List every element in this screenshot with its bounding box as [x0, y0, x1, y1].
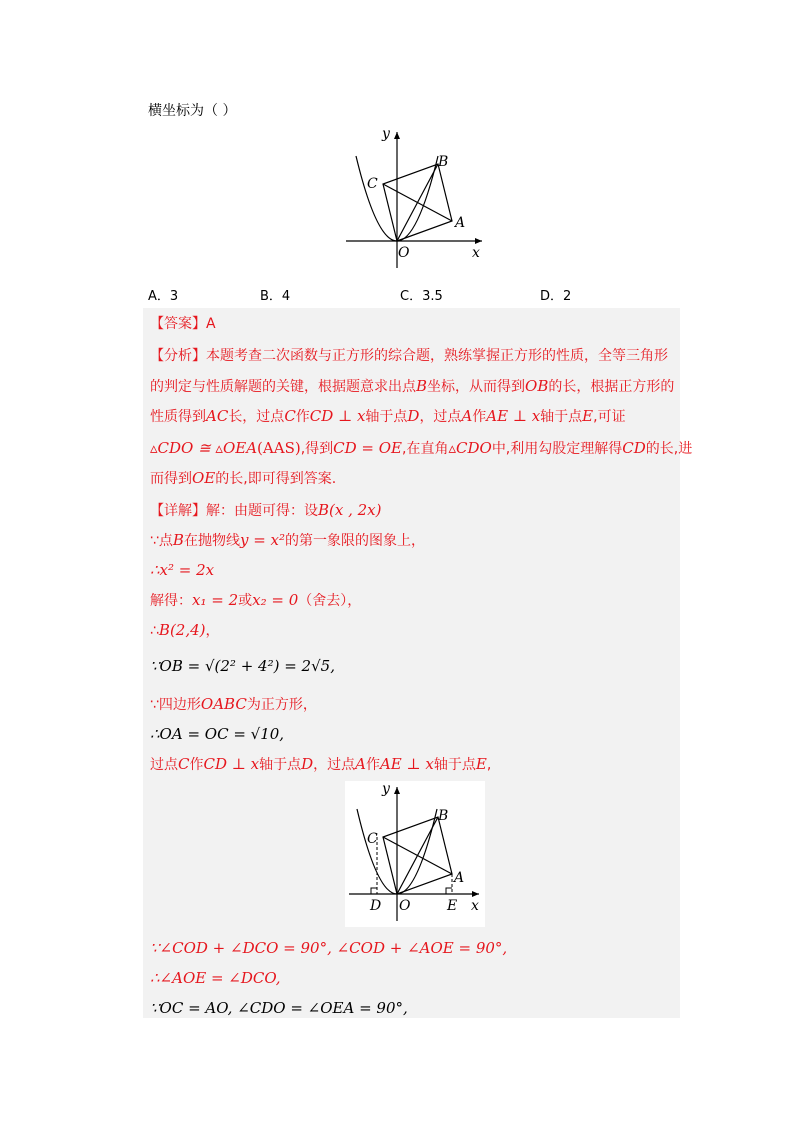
detail-math: ∴OA = OC = √10, [150, 725, 285, 743]
analysis-text: 的长,即可得到答案. [215, 471, 337, 487]
analysis-math: CD ⊥ x [309, 407, 366, 425]
analysis-line-2 [150, 376, 674, 397]
detail-math: ∴x² = 2x [150, 561, 215, 579]
detail-math: y = x² [239, 531, 286, 549]
analysis-text: 中,利用勾股定理解得 [491, 441, 623, 457]
detail-text: ， [205, 623, 220, 639]
detail-text: ∴ [150, 623, 159, 639]
point-a-label: A [455, 215, 466, 231]
detail-math: A [355, 755, 366, 773]
analysis-text: ，过点 [419, 409, 462, 425]
detail-tag: 【详解】 [150, 503, 206, 519]
answer-value: A [206, 316, 216, 332]
detail-step-11 [150, 998, 408, 1019]
detail-math: ∵OB = √(2² + 4²) = 2√5, [150, 657, 335, 675]
origin-label: O [399, 898, 411, 914]
analysis-math: C [284, 407, 296, 425]
analysis-line-5 [150, 468, 336, 489]
detail-step-1 [150, 530, 425, 551]
option-d-letter: D． [540, 289, 564, 304]
analysis-text: 而得到 [150, 471, 192, 487]
analysis-text: 坐标，从而得到 [427, 379, 526, 395]
option-c-value: 3.5 [422, 289, 443, 304]
analysis-math: OE [192, 469, 216, 487]
detail-text: ∵点 [150, 533, 173, 549]
analysis-text: 作 [295, 409, 310, 425]
question-tail: 横坐标为（ ） [148, 103, 237, 119]
detail-step-3 [150, 590, 361, 611]
analysis-text: 作 [472, 409, 487, 425]
detail-text: , [486, 757, 492, 773]
option-b[interactable] [260, 285, 290, 304]
detail-math: B(2,4) [158, 621, 206, 639]
point-b-label: B [438, 154, 449, 170]
option-c-letter: C． [400, 289, 423, 304]
detail-intro [150, 500, 382, 521]
analysis-math: CD = OE [333, 439, 403, 457]
analysis-math: AC [206, 407, 229, 425]
point-a-label: A [454, 870, 465, 886]
detail-step-8 [150, 754, 491, 775]
detail-math: OABC [200, 695, 247, 713]
analysis-math: ▵CDO ≅ ▵OEA [150, 439, 258, 457]
point-c-label: C [367, 176, 378, 192]
detail-math: ∵OC = AO, ∠CDO = ∠OEA = 90°, [150, 999, 408, 1017]
analysis-text: ,可证 [593, 409, 626, 425]
detail-text: 解得： [150, 593, 192, 609]
detail-math: x₂ = 0 [252, 591, 299, 609]
option-b-letter: B． [260, 289, 282, 304]
analysis-line-1 [150, 346, 668, 366]
analysis-math: E [582, 407, 594, 425]
point-d-label: D [370, 898, 382, 914]
figure-with-perpendiculars [345, 781, 485, 927]
detail-math: B [172, 531, 184, 549]
option-a[interactable] [148, 285, 178, 304]
analysis-math: D [407, 407, 420, 425]
analysis-line-4 [150, 438, 692, 459]
analysis-text: 轴于点 [540, 409, 583, 425]
point-c-label: C [367, 831, 378, 847]
x-axis-label: x [472, 245, 480, 261]
detail-math: ∴∠AOE = ∠DCO, [150, 969, 281, 987]
answer-line [150, 314, 216, 334]
origin-label: O [398, 245, 410, 261]
detail-step-7 [150, 724, 284, 745]
detail-text: 作 [365, 757, 380, 773]
option-c[interactable] [400, 285, 443, 304]
figure-parabola-square [342, 126, 488, 270]
analysis-text: 性质得到 [150, 409, 206, 425]
detail-math: D [301, 755, 314, 773]
analysis-math: CD [622, 439, 646, 457]
analysis-math: OB [525, 377, 549, 395]
detail-text: 或 [238, 593, 253, 609]
analysis-text: 轴于点 [365, 409, 408, 425]
point-e-label: E [447, 898, 458, 914]
analysis-tag: 【分析】 [150, 348, 206, 364]
analysis-math: ▵CDO [448, 439, 492, 457]
detail-text: 在抛物线 [183, 533, 240, 549]
analysis-math: A [461, 407, 473, 425]
option-d-value: 2 [563, 289, 572, 304]
y-axis-label: y [382, 781, 390, 797]
option-b-value: 4 [281, 289, 291, 304]
detail-text: 轴于点 [259, 757, 302, 773]
analysis-text: 本题考查二次函数与正方形的综合题，熟练掌握正方形的性质，全等三角形 [206, 348, 668, 364]
option-d[interactable] [540, 285, 571, 304]
detail-step-9 [150, 938, 507, 959]
detail-step-2 [150, 560, 214, 581]
analysis-text: ,得到 [300, 441, 334, 457]
analysis-math: AE ⊥ x [486, 407, 541, 425]
analysis-line-3 [150, 406, 626, 427]
detail-math: B(x , 2x) [318, 501, 382, 519]
detail-text: （舍去）， [298, 593, 362, 609]
analysis-text: 的判定与性质解题的关键，根据题意求出点 [150, 379, 416, 395]
option-a-letter: A． [148, 289, 170, 304]
detail-math: ∵∠COD + ∠DCO = 90°, ∠COD + ∠AOE = 90°, [150, 939, 508, 957]
detail-step-6 [150, 694, 317, 715]
detail-text: 的第一象限的图象上， [285, 533, 426, 549]
point-b-label: B [438, 808, 449, 824]
detail-text: 轴于点 [433, 757, 476, 773]
detail-math: E [475, 755, 487, 773]
analysis-text: 的长,进 [645, 441, 693, 457]
detail-math: CD ⊥ x [203, 755, 260, 773]
y-axis-label: y [382, 126, 390, 142]
detail-step-5 [150, 656, 335, 677]
detail-text: 解：由题可得：设 [206, 503, 318, 519]
detail-text: 为正方形， [246, 697, 317, 713]
detail-step-4 [150, 620, 220, 641]
detail-text: ，过点 [313, 757, 356, 773]
detail-math: C [178, 755, 190, 773]
analysis-math: (AAS) [257, 439, 301, 457]
detail-step-10 [150, 968, 281, 989]
answer-tag: 【答案】 [150, 316, 206, 332]
detail-text: ∵四边形 [150, 697, 201, 713]
analysis-text: ,在直角 [402, 441, 449, 457]
option-a-value: 3 [169, 289, 179, 304]
detail-math: x₁ = 2 [192, 591, 239, 609]
detail-text: 过点 [150, 757, 178, 773]
analysis-text: 长，过点 [228, 409, 285, 425]
analysis-text: 的长，根据正方形的 [548, 379, 675, 395]
detail-math: AE ⊥ x [379, 755, 434, 773]
x-axis-label: x [471, 898, 479, 914]
detail-text: 作 [189, 757, 204, 773]
analysis-math: B [416, 377, 428, 395]
